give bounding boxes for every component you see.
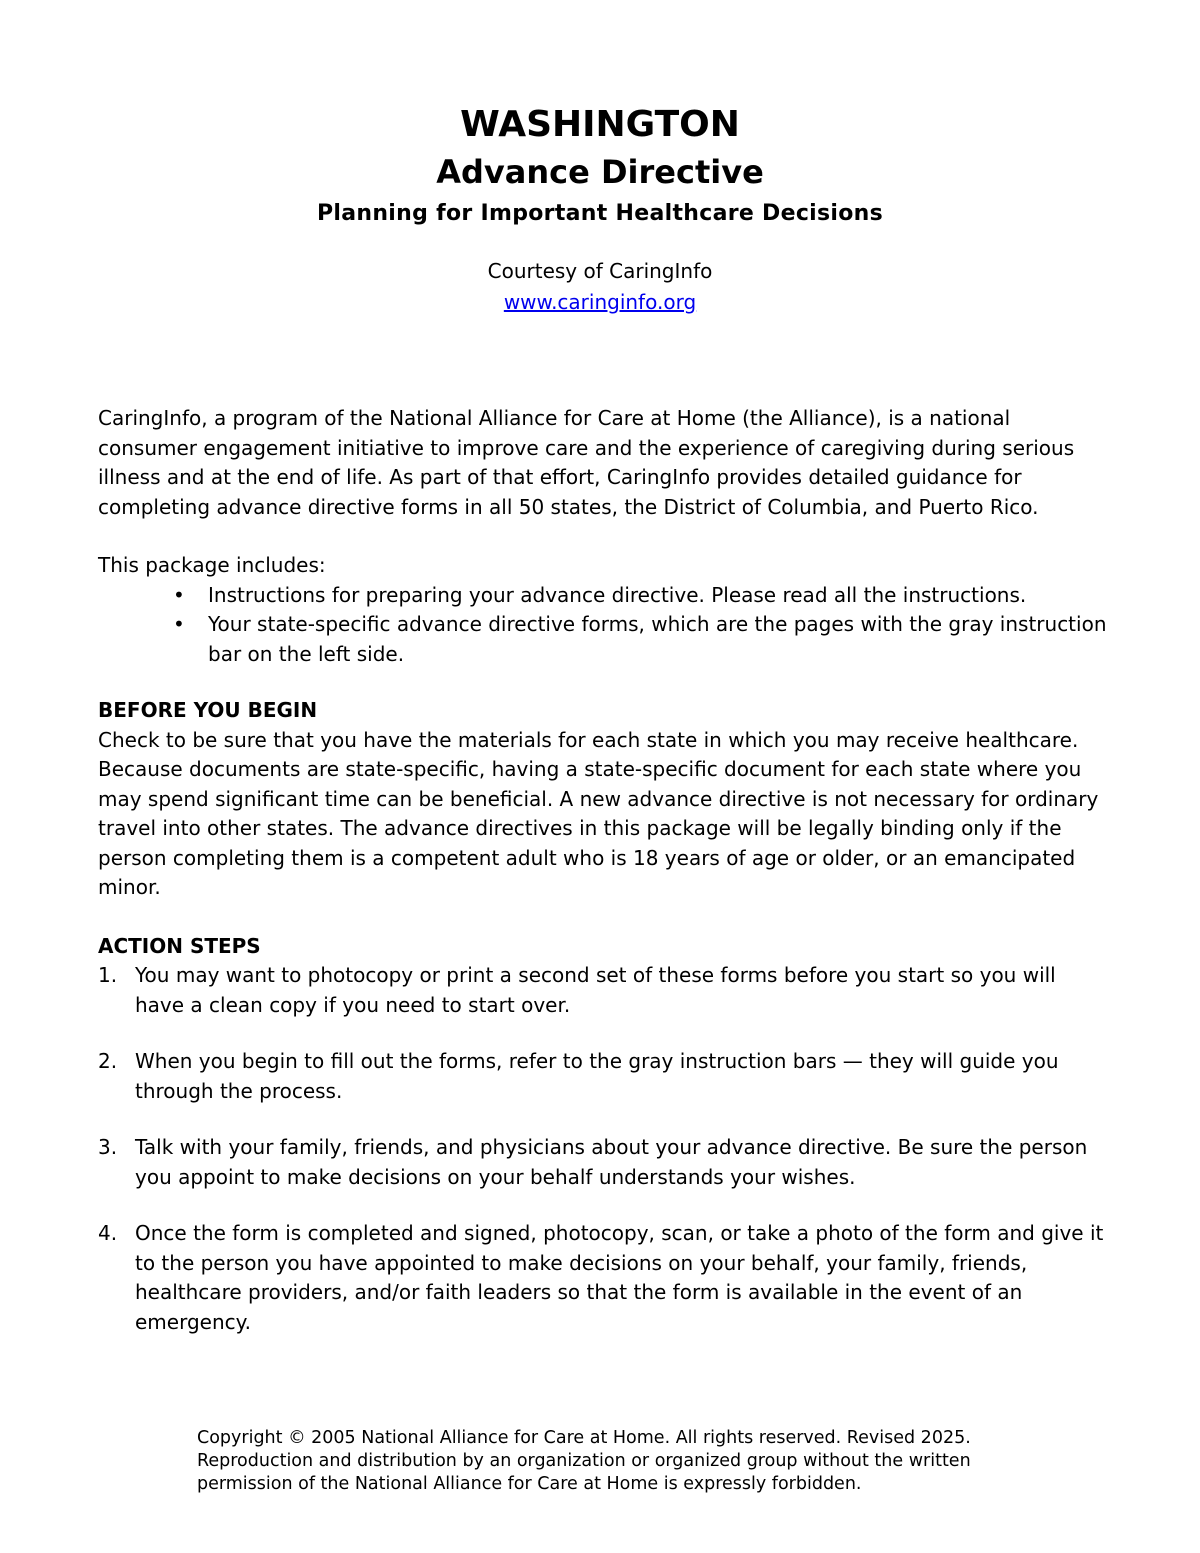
bullet-icon: •	[173, 582, 185, 607]
action-steps-list	[98, 961, 1108, 1337]
before-you-begin-heading: BEFORE YOU BEGIN	[98, 698, 318, 722]
package-item	[98, 581, 1108, 611]
action-step-text: Once the form is completed and signed, photocopy, scan, or take a photo of the form and give it to the person you have appointed to make decisions on your behalf, your family, friends, healthcare providers, and/or faith leaders so that the form is available in the event of an emergency.	[135, 1221, 1104, 1334]
action-step-text: You may want to photocopy or print a second set of these forms before you start so you will have a clean copy if you need to start over.	[135, 963, 1056, 1017]
document-state-title: WASHINGTON	[460, 104, 740, 145]
website-line	[0, 288, 1200, 316]
before-you-begin-text: Check to be sure that you have the materials for each state in which you may receive healthcare. Because documents are state-specific, having a state-specific document for each state where you may spend significant time can be beneficial. A new advance directive is not necessary for ordinary travel into other states. The advance directives in this package will be legally binding only if the person completing them is a competent adult who is 18 years of age or older, or an emancipated minor.	[98, 727, 1099, 899]
copyright-footer	[197, 1427, 997, 1496]
bullet-icon: •	[173, 612, 185, 636]
action-step	[98, 1047, 1108, 1106]
package-list	[98, 581, 1108, 670]
courtesy-line: Courtesy of CaringInfo	[487, 259, 713, 283]
document-subtitle: Planning for Important Healthcare Decisions	[316, 201, 884, 226]
reproduction-notice: Reproduction and distribution by an organization or organized group without the written permission of the National Alliance for Care at Home is expressly forbidden.	[197, 1451, 971, 1494]
action-step-text: Talk with your family, friends, and physicians about your advance directive. Be sure the person you appoint to make decisions on your behalf understands your wishes.	[135, 1135, 1088, 1189]
package-item	[98, 610, 1108, 669]
action-step	[98, 1219, 1108, 1337]
action-step-number: 4.	[98, 1221, 118, 1245]
action-step-number: 1.	[98, 963, 118, 987]
copyright-line: Copyright © 2005 National Alliance for Care at Home. All rights reserved. Revised 2025.	[197, 1428, 971, 1448]
action-step	[98, 961, 1108, 1020]
action-step-text: When you begin to fill out the forms, refer to the gray instruction bars — they will guide you through the process.	[135, 1049, 1059, 1103]
document-body	[98, 404, 1108, 1364]
document-title: Advance Directive	[436, 153, 764, 191]
action-step-number: 2.	[98, 1049, 118, 1073]
package-item-text: Instructions for preparing your advance directive. Please read all the instructions.	[208, 582, 1027, 607]
action-step-number: 3.	[98, 1135, 118, 1159]
intro-paragraph: CaringInfo, a program of the National Alliance for Care at Home (the Alliance), is a national consumer engagement initiative to improve care and the experience of caregiving during serious illness and at the end of life. As part of that effort, CaringInfo provides detailed guidance for completing advance directive forms in all 50 states, the District of Columbia, and Puerto Rico.	[98, 406, 1075, 519]
package-item-text: Your state-specific advance directive forms, which are the pages with the gray instruction bar on the left side.	[208, 612, 1107, 666]
action-steps-heading: ACTION STEPS	[98, 933, 261, 958]
website-link[interactable]: www.caringinfo.org	[503, 290, 697, 314]
package-heading: This package includes:	[98, 553, 326, 577]
action-step	[98, 1133, 1108, 1192]
